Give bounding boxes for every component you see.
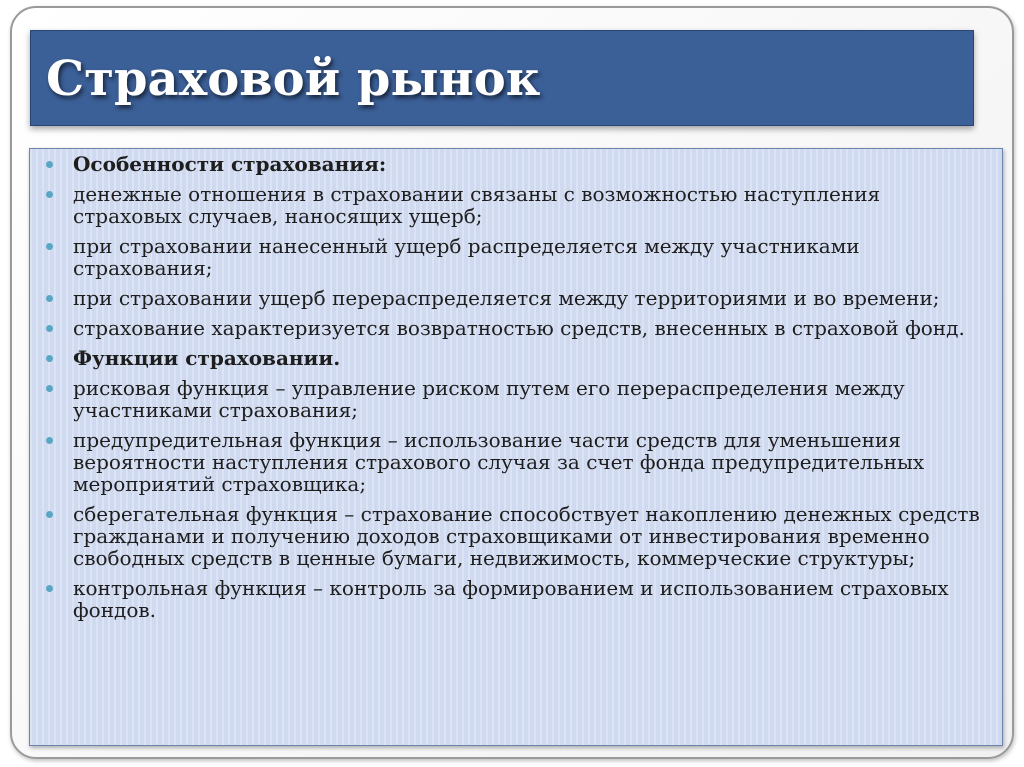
bullet-dot-icon — [46, 191, 53, 198]
item-text: страхование характеризуется возвратностью средств, внесенных в страховой фонд. — [73, 316, 965, 340]
item-text: сберегательная функция – страхование способствует накоплению денежных средств гражданами и получению доходов страховщиками от инвестирования временно свободных средств в ценные бумаги, недвижимость, коммерческие структуры; — [73, 502, 980, 570]
list-item — [73, 235, 994, 279]
bullet-dot-icon — [46, 355, 53, 362]
list-item — [73, 183, 994, 227]
item-text: Функции страховании. — [73, 346, 341, 370]
section-heading-features — [73, 153, 994, 175]
slide-title: Страховой рынок — [46, 51, 541, 107]
bullet-dot-icon — [46, 385, 53, 392]
list-item — [73, 287, 994, 309]
list-item — [73, 377, 994, 421]
item-text: Особенности страхования: — [73, 152, 387, 176]
item-text: при страховании нанесенный ущерб распределяется между участниками страхования; — [73, 234, 860, 280]
section-heading-functions — [73, 347, 994, 369]
item-text: при страховании ущерб перераспределяется между территориями и во времени; — [73, 286, 940, 310]
item-text: денежные отношения в страховании связаны с возможностью наступления страховых случаев, наносящих ущерб; — [73, 182, 881, 228]
list-item — [73, 317, 994, 339]
bullet-list — [30, 149, 1002, 621]
bullet-dot-icon — [46, 437, 53, 444]
bullet-dot-icon — [46, 585, 53, 592]
list-item — [73, 577, 994, 621]
list-item — [73, 503, 994, 569]
item-text: рисковая функция – управление риском путем его перераспределения между участниками страхования; — [73, 376, 905, 422]
bullet-dot-icon — [46, 325, 53, 332]
title-bar — [30, 30, 974, 126]
bullet-dot-icon — [46, 511, 53, 518]
item-text: предупредительная функция – использование части средств для уменьшения вероятности наступления страхового случая за счет фонда предупредительных мероприятий страховщика; — [73, 428, 925, 496]
item-text: контрольная функция – контроль за формированием и использованием страховых фондов. — [73, 576, 949, 622]
bullet-dot-icon — [46, 243, 53, 250]
bullet-dot-icon — [46, 295, 53, 302]
list-item — [73, 429, 994, 495]
content-box — [29, 148, 1003, 746]
bullet-dot-icon — [46, 161, 53, 168]
